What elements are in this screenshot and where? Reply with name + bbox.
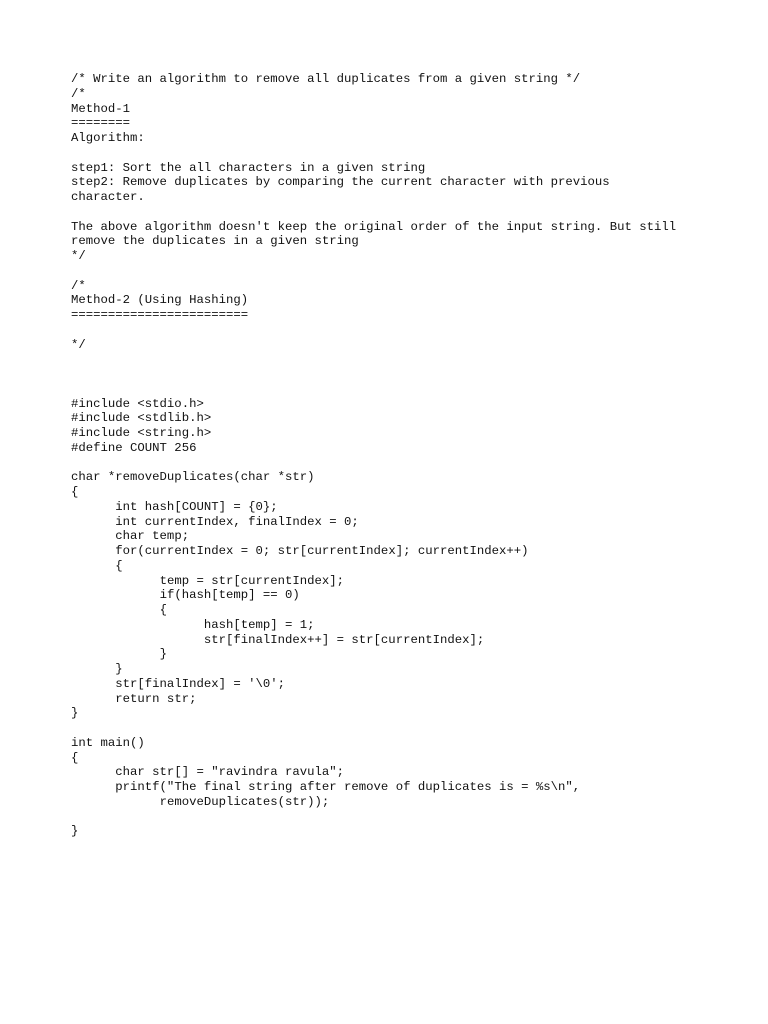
code-line: return str; [71, 691, 197, 706]
code-line: hash[temp] = 1; [71, 617, 315, 632]
code-line [71, 264, 676, 279]
code-line [71, 382, 676, 397]
code-line: /* Write an algorithm to remove all duplicates from a given string */ [71, 72, 581, 86]
code-line: */ [71, 249, 86, 263]
code-line: } [71, 824, 79, 839]
code-line: removeDuplicates(str)); [71, 794, 330, 809]
code-line: #include <string.h> [71, 426, 212, 440]
code-line: #include <stdio.h> [71, 396, 204, 411]
code-line [71, 367, 676, 382]
code-line: #include <stdlib.h> [71, 411, 212, 426]
code-line: char temp; [71, 529, 190, 544]
code-line: char *removeDuplicates(char *str) [71, 470, 315, 485]
code-line: */ [71, 337, 86, 352]
code-line: printf("The final string after remove of duplicates is = %s\n", [71, 780, 581, 794]
code-line [71, 205, 676, 220]
code-line: ======================== [71, 308, 249, 322]
code-line: char str[] = "ravindra ravula"; [71, 765, 345, 780]
code-line: Method-2 (Using Hashing) [71, 293, 249, 308]
code-line: Algorithm: [71, 131, 145, 145]
code-line: #define COUNT 256 [71, 440, 197, 455]
code-line: int currentIndex, finalIndex = 0; [71, 514, 359, 529]
code-line: step1: Sort the all characters in a given string [71, 160, 426, 175]
code-line [71, 352, 676, 367]
code-line: character. [71, 190, 145, 204]
code-line: { [71, 750, 79, 765]
code-line [71, 323, 676, 338]
code-line: The above algorithm doesn't keep the original order of the input string. But still [71, 219, 677, 234]
code-line: int main() [71, 735, 145, 750]
code-line: int hash[COUNT] = {0}; [71, 499, 278, 514]
code-line: { [71, 485, 79, 499]
code-line: ======== [71, 116, 131, 131]
code-line: remove the duplicates in a given string [71, 234, 359, 249]
code-line [71, 810, 676, 825]
code-line: str[finalIndex] = '\0'; [71, 676, 286, 691]
code-line: } [71, 706, 79, 721]
code-line: { [71, 558, 123, 573]
code-line: Method-1 [71, 101, 131, 116]
code-line: temp = str[currentIndex]; [71, 573, 345, 588]
code-line: /* [71, 86, 86, 101]
code-line [71, 456, 676, 471]
code-line: for(currentIndex = 0; str[currentIndex]; currentIndex++) [71, 544, 529, 558]
code-line [71, 146, 676, 161]
code-line: } [71, 662, 123, 676]
code-line: /* [71, 278, 86, 293]
code-line: str[finalIndex++] = str[currentIndex]; [71, 632, 485, 647]
code-listing [71, 72, 676, 839]
code-line: if(hash[temp] == 0) [71, 588, 300, 603]
code-line [71, 721, 676, 736]
code-line: } [71, 647, 167, 662]
code-line: { [71, 603, 167, 617]
code-line: step2: Remove duplicates by comparing the current character with previous [71, 175, 610, 190]
